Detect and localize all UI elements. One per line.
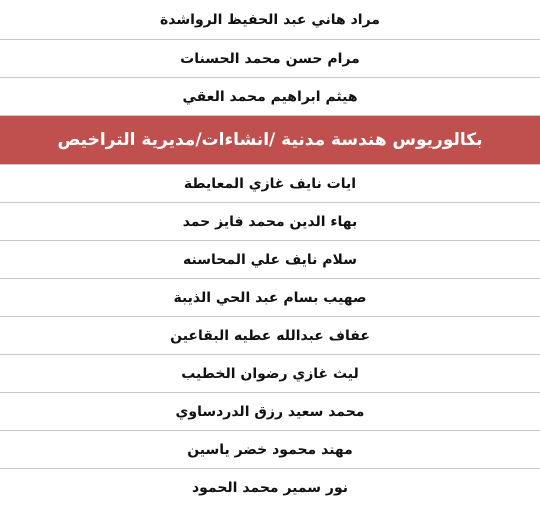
table-row: صهيب بسام عبد الحي الذيبة xyxy=(0,279,540,317)
table-row: نور سمير محمد الحمود xyxy=(191,479,349,496)
table-row: مراد هاني عبد الحفيظ الرواشدة xyxy=(0,0,540,40)
table-row: ليث غازي رضوان الخطيب xyxy=(0,355,540,393)
table-row: عفاف عبدالله عطيه البقاعين xyxy=(0,317,540,355)
section-header-row: بكالوريوس هندسة مدنية /انشاءات/مديرية التراخيص xyxy=(0,116,540,165)
table-row: سلام نايف علي المحاسنه xyxy=(0,241,540,279)
table-row: مرام حسن محمد الحسنات xyxy=(0,40,540,78)
table-row: بهاء الدين محمد فايز حمد xyxy=(0,203,540,241)
table-row: مهند محمود خضر ياسين xyxy=(0,431,540,469)
table-row: هيثم ابراهيم محمد العقي xyxy=(0,78,540,116)
table-row: محمد سعيد رزق الدردساوي xyxy=(0,393,540,431)
table-row: ايات نايف غازي المعايطة xyxy=(0,165,540,203)
